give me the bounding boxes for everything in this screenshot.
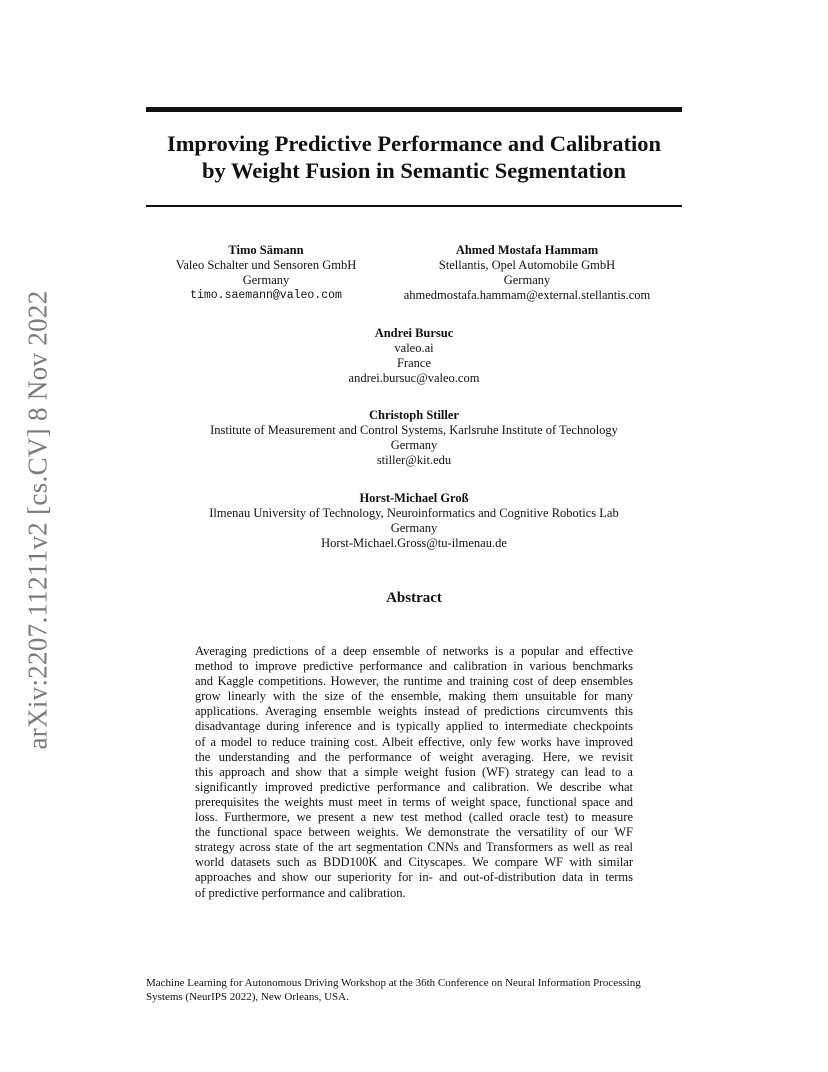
author-country: Germany (390, 438, 438, 452)
abstract-line: method to improve predictive performance and calibration in various benchmarks (195, 659, 633, 674)
title-line-1: Improving Predictive Performance and Calibration (166, 131, 662, 156)
arxiv-stamp: arXiv:2207.11211v2 [cs.CV] 8 Nov 2022 (22, 290, 53, 750)
author-affiliation: Ilmenau University of Technology, Neuroinformatics and Cognitive Robotics Lab (209, 506, 619, 520)
abstract-line: grow linearly with the size of the ensemble, making them unsuitable for many (195, 689, 633, 704)
author-email[interactable]: timo.saemann@valeo.com (190, 289, 342, 302)
title-line-2: by Weight Fusion in Semantic Segmentation (201, 158, 626, 183)
abstract-line: strategy across state of the art segmentation CNNs and Transformers as well as real (195, 840, 633, 855)
abstract-line: significantly improved predictive performance and calibration. We describe what (195, 779, 633, 794)
author-block-samann (146, 243, 386, 303)
abstract-body (195, 644, 633, 901)
author-name: Timo Sämann (228, 243, 304, 257)
abstract-line: of predictive performance and calibration. (195, 885, 406, 900)
author-country: Germany (242, 273, 290, 287)
author-email[interactable]: ahmedmostafa.hammam@external.stellantis.com (403, 288, 651, 302)
author-email[interactable]: andrei.bursuc@valeo.com (348, 371, 480, 385)
author-block-stiller (146, 408, 682, 468)
abstract-line: the functional space between weights. We demonstrate the versatility of our WF (195, 825, 633, 840)
abstract-line: approaches and show our superiority for in- and out-of-distribution data in terms (195, 870, 633, 885)
author-block-hammam (388, 243, 666, 303)
abstract-line: this approach and show that a simple weight fusion (WF) strategy can lead to a (195, 764, 633, 779)
author-country: France (396, 356, 431, 370)
title-bottom-rule (146, 205, 682, 207)
author-affiliation: Institute of Measurement and Control Systems, Karlsruhe Institute of Technology (210, 423, 618, 437)
author-name: Horst-Michael Groß (359, 491, 469, 505)
abstract-line: loss. Furthermore, we present a new test method (called oracle test) to measure (195, 810, 633, 825)
abstract-line: disadvantage during inference and is typically applied to intermediate checkpoints (195, 719, 633, 734)
footnote-line-1: Machine Learning for Autonomous Driving Workshop at the 36th Conference on Neural Information Processing (146, 977, 641, 989)
author-affiliation: Stellantis, Opel Automobile GmbH (438, 258, 616, 272)
author-email[interactable]: Horst-Michael.Gross@tu-ilmenau.de (321, 536, 507, 550)
paper-title (146, 130, 682, 184)
abstract-heading: Abstract (386, 590, 442, 606)
abstract-line: prerequisites the weights must meet in terms of weight space, functional space and (195, 794, 633, 809)
venue-footnote (146, 976, 686, 1004)
author-country: Germany (503, 273, 551, 287)
author-block-bursuc (146, 326, 682, 386)
abstract-line: applications. Averaging ensemble weights instead of predictions circumvents this (195, 704, 633, 719)
footnote-line-2: Systems (NeurIPS 2022), New Orleans, USA. (146, 991, 349, 1003)
author-email[interactable]: stiller@kit.edu (376, 453, 452, 467)
abstract-line: of a model to reduce training cost. Albeit effective, only few works have improved (195, 734, 633, 749)
abstract-line: Averaging predictions of a deep ensemble of networks is a popular and effective (195, 644, 633, 658)
author-name: Ahmed Mostafa Hammam (455, 243, 599, 257)
author-affiliation: valeo.ai (394, 341, 434, 355)
author-name: Christoph Stiller (369, 408, 459, 422)
abstract-line: and Kaggle competitions. However, the runtime and training cost of deep ensembles (195, 674, 633, 689)
author-country: Germany (390, 521, 438, 535)
title-top-rule (146, 107, 682, 112)
abstract-line: world datasets such as BDD100K and Cityscapes. We compare WF with similar (195, 855, 633, 870)
author-name: Andrei Bursuc (374, 326, 454, 340)
author-block-gross (146, 491, 682, 551)
author-affiliation: Valeo Schalter und Sensoren GmbH (175, 258, 357, 272)
abstract-line: the understanding and the performance of weight averaging. Here, we revisit (195, 749, 633, 764)
